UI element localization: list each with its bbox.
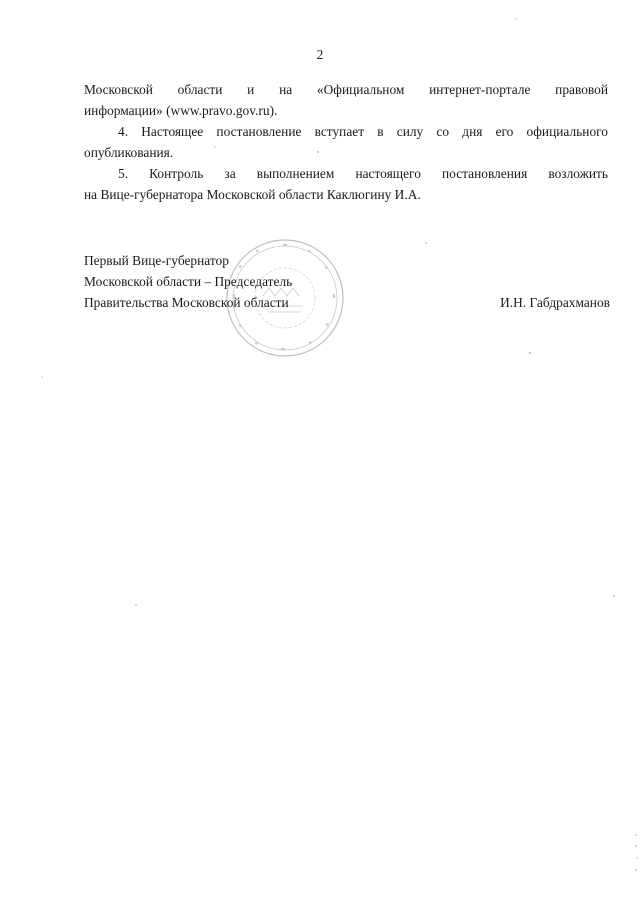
signature-block (84, 250, 610, 313)
paragraph-line: информации» (www.pravo.gov.ru). (84, 103, 278, 118)
signatory-title-line: Первый Вице-губернатор (84, 253, 229, 268)
paragraph-item-4-line: 4. Настоящее постановление вступает в силу со дня его официального (118, 124, 608, 139)
paragraph-line: Московской области и на «Официальном интернет-портале правовой (84, 82, 608, 97)
signatory-title-line: Московской области – Председатель (84, 274, 293, 289)
signatory-name: И.Н. Габдрахманов (500, 295, 610, 310)
document-body (84, 79, 608, 205)
page-number: 2 (316, 47, 324, 62)
paragraph-item-5-line: 5. Контроль за выполнением настоящего постановления возложить (118, 166, 608, 181)
paragraph-item-5-line: на Вице-губернатора Московской области Каклюгину И.А. (84, 187, 421, 202)
signatory-title-line: Правительства Московской области (84, 295, 289, 310)
paragraph-item-4-line: опубликования. (84, 145, 174, 160)
